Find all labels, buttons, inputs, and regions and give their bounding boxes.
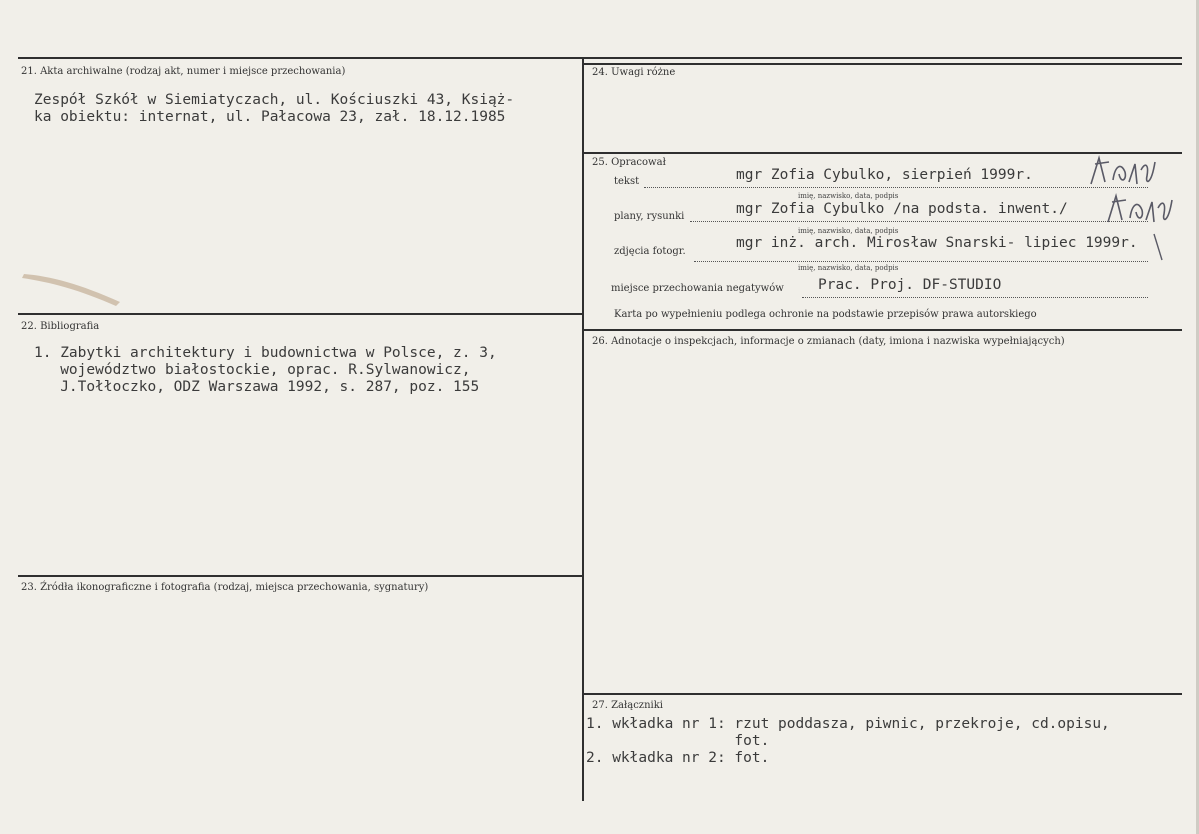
rule-24-top <box>583 63 1182 65</box>
plany-label: plany, rysunki <box>614 211 685 222</box>
section-23-label: 23. Źródła ikonograficzne i fotografia (rodzaj, miejsca przechowania, sygnatury) <box>21 582 429 593</box>
center-divider <box>582 57 584 801</box>
plany-value: mgr Zofia Cybulko /na podsta. inwent./ <box>736 201 1068 217</box>
plany-caption: imię, nazwisko, data, podpis <box>798 227 899 235</box>
top-rule <box>18 57 1182 59</box>
section-26-label: 26. Adnotacje o inspekcjach, informacje o zmianach (daty, imiona i nazwiska wypełniających) <box>592 336 1065 347</box>
section-27-text: 1. wkładka nr 1: rzut poddasza, piwnic, przekroje, cd.opisu, fot. 2. wkładka nr 2: fot. <box>586 716 1110 766</box>
negatywy-label: miejsce przechowania negatywów <box>611 283 784 294</box>
section-25-label: 25. Opracował <box>592 157 666 168</box>
zdjecia-line <box>694 261 1148 262</box>
section-27-label: 27. Załączniki <box>592 700 663 711</box>
signature-mark-2 <box>1102 190 1182 230</box>
rule-26-27 <box>583 693 1182 695</box>
section-24-label: 24. Uwagi różne <box>592 67 676 78</box>
zdjecia-caption: imię, nazwisko, data, podpis <box>798 264 899 272</box>
section-22-label: 22. Bibliografia <box>21 321 100 332</box>
section-22-text: 1. Zabytki architektury i budownictwa w Polsce, z. 3, województwo białostockie, oprac. R.Sylwanowicz, J.Tołłoczko, ODZ Warszawa 1992, s. 287, poz. 155 <box>34 345 497 395</box>
section-21-label: 21. Akta archiwalne (rodzaj akt, numer i miejsce przechowania) <box>21 66 346 77</box>
signature-mark <box>1085 152 1165 192</box>
tekst-value: mgr Zofia Cybulko, sierpień 1999r. <box>736 167 1033 183</box>
section-21-text: Zespół Szkół w Siemiatyczach, ul. Kościuszki 43, Książ- ka obiektu: internat, ul. Pałacowa 23, zał. 18.12.1985 <box>34 92 515 125</box>
negatywy-value: Prac. Proj. DF-STUDIO <box>818 277 1002 293</box>
tekst-caption: imię, nazwisko, data, podpis <box>798 192 899 200</box>
tekst-line <box>644 187 1148 188</box>
copyright-note: Karta po wypełnieniu podlega ochronie na podstawie przepisów prawa autorskiego <box>614 309 1037 320</box>
rule-21-22 <box>18 313 583 315</box>
rule-22-23 <box>18 575 583 577</box>
tekst-label: tekst <box>614 176 640 187</box>
negatywy-line <box>802 297 1148 298</box>
plany-line <box>690 221 1148 222</box>
rule-25-26 <box>583 329 1182 331</box>
zdjecia-label: zdjęcia fotogr. <box>614 246 686 257</box>
zdjecia-value: mgr inż. arch. Mirosław Snarski- lipiec 1999r. <box>736 235 1138 251</box>
paper-stain <box>20 268 130 308</box>
signature-tail <box>1150 232 1170 262</box>
